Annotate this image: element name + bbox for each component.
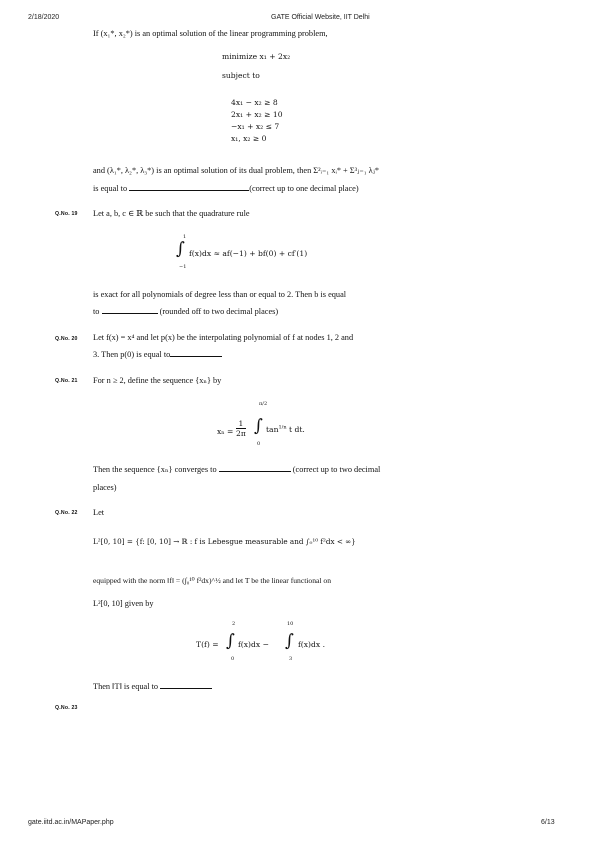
q18-answer-line <box>93 183 359 194</box>
integral-upper-limit: 1 <box>183 234 187 240</box>
integrand-tail: t dt. <box>289 425 305 434</box>
integrand-tan: tan <box>266 425 279 434</box>
answer-blank <box>170 349 222 357</box>
q18-subject-to: subject to <box>222 71 260 80</box>
integral-lower-limit: 0 <box>231 656 235 662</box>
integral-lower-limit: 3 <box>289 656 293 662</box>
q22-part2: f(x)dx . <box>298 640 325 649</box>
q22-final <box>93 681 212 692</box>
q22-tf: T(f) = <box>196 640 219 649</box>
q18-constraint: x₁, x₂ ≥ 0 <box>231 134 267 143</box>
q20-line2 <box>93 349 222 360</box>
q18-note: (correct up to one decimal place) <box>249 184 359 193</box>
q21-lhs: xₙ = <box>217 427 234 436</box>
question-number: Q.No. 20 <box>55 336 78 342</box>
q21-line2: places) <box>93 483 117 492</box>
integral-sign: ∫ <box>226 631 235 651</box>
q22-norm-line: equipped with the norm ‖f‖ = (∫₀¹⁰ f²dx)^½ and let T be the linear functional on <box>93 576 331 585</box>
q19-note: (rounded off to two decimal places) <box>159 307 279 316</box>
q20-line1: Let f(x) = x⁴ and let p(x) be the interpolating polynomial of f at nodes 1, 2 and <box>93 333 354 342</box>
question-number: Q.No. 23 <box>55 705 78 711</box>
answer-blank <box>219 464 291 472</box>
integral-upper-limit: π/2 <box>259 401 268 407</box>
answer-blank <box>129 183 249 191</box>
q20-text: 3. Then p(0) is equal to <box>93 350 171 359</box>
q18-equal-to: is equal to <box>93 184 128 193</box>
integrand-exponent: 1/n <box>278 424 287 431</box>
integral-lower-limit: −1 <box>179 264 187 270</box>
page-url: gate.iitd.ac.in/MAPaper.php <box>28 819 114 826</box>
site-title: GATE Official Website, IIT Delhi <box>271 14 370 21</box>
q19-intro: Let a, b, c ∈ ℝ be such that the quadrature rule <box>93 209 250 218</box>
print-date: 2/18/2020 <box>28 14 60 21</box>
q18-objective: minimize x₁ + 2x₂ <box>222 52 291 61</box>
integral-upper-limit: 2 <box>232 621 236 627</box>
q21-line1 <box>93 464 380 475</box>
fraction-numerator: 1 <box>236 419 246 429</box>
q19-quadrature-rule: f(x)dx ≈ af(−1) + bf(0) + cf′(1) <box>189 249 308 258</box>
q22-part1: f(x)dx − <box>238 640 269 649</box>
q22-space-definition: L²[0, 10] = {f: [0, 10] → ℝ : f is Lebesgue measurable and ∫₀¹⁰ f²dx < ∞} <box>93 537 356 546</box>
q18-constraint: 2x₁ + x₂ ≥ 10 <box>231 110 283 119</box>
answer-blank <box>102 306 158 314</box>
integral-lower-limit: 0 <box>257 441 261 447</box>
q18-dual-line: and (λ₁*, λ₂*, λ₃*) is an optimal solution of its dual problem, then Σ²ᵢ₌₁ xᵢ* + Σ³ⱼ₌₁ λⱼ* <box>93 166 380 175</box>
q21-note: (correct up to two decimal <box>292 465 381 474</box>
q22-let: Let <box>93 508 105 517</box>
integral-sign: ∫ <box>285 631 294 651</box>
q21-intro: For n ≥ 2, define the sequence {xₙ} by <box>93 376 222 385</box>
answer-blank <box>160 681 212 689</box>
q21-text: Then the sequence {xₙ} converges to <box>93 465 217 474</box>
integral-sign: ∫ <box>254 416 263 436</box>
q21-integrand <box>266 425 305 434</box>
q22-final-text: Then ‖T‖ is equal to <box>93 682 159 691</box>
integral-sign: ∫ <box>176 239 185 259</box>
fraction-denominator: 2π <box>236 429 246 438</box>
question-number: Q.No. 22 <box>55 510 78 516</box>
q22-given-by: L²[0, 10] given by <box>93 599 154 608</box>
q18-constraint: −x₁ + x₂ ≤ 7 <box>231 122 280 131</box>
question-number: Q.No. 19 <box>55 211 78 217</box>
page-number: 6/13 <box>541 819 555 826</box>
q19-line1: is exact for all polynomials of degree less than or equal to 2. Then b is equal <box>93 290 347 299</box>
q19-to: to <box>93 307 100 316</box>
integral-upper-limit: 10 <box>287 621 294 627</box>
q18-intro: If (x₁*, x₂*) is an optimal solution of the linear programming problem, <box>93 29 328 38</box>
q18-constraint: 4x₁ − x₂ ≥ 8 <box>231 98 278 107</box>
question-number: Q.No. 21 <box>55 378 78 384</box>
q19-line2 <box>93 306 278 317</box>
q21-fraction <box>236 419 246 438</box>
